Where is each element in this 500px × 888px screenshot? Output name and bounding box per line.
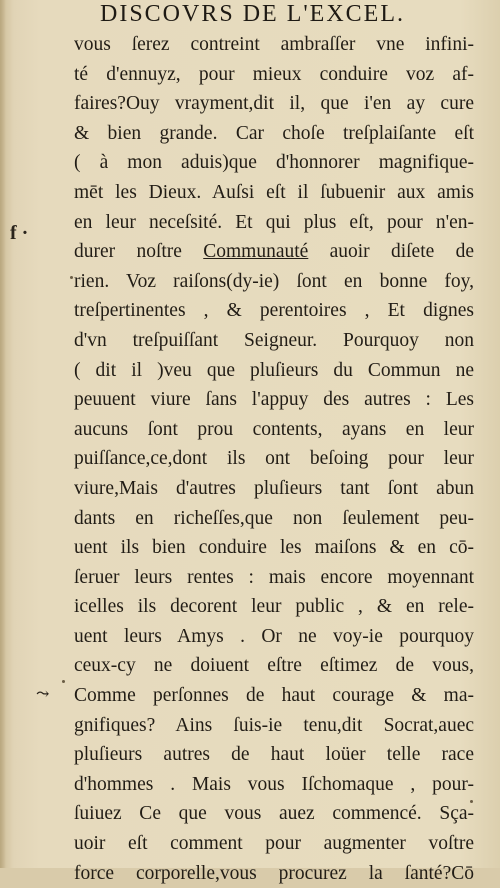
text-line: d'vn treſpuiſſant Seigneur. Pourquoy non: [74, 329, 474, 351]
underlined-word: Communauté: [203, 241, 309, 263]
text-line: & bien grande. Car choſe treſplaiſante eſt: [74, 122, 474, 144]
text-line: aucuns ſont prou contents, ayans en leur: [74, 418, 474, 440]
text-line: té d'ennuyz, pour mieux conduire voz af-: [74, 63, 474, 85]
text-fragment: auoir diſete de: [308, 241, 474, 263]
margin-annotation: f ·: [10, 222, 29, 244]
ink-speck: [70, 276, 73, 279]
text-line: [74, 237, 474, 267]
text-line: peuuent viure ſans l'appuy des autres : Les: [74, 389, 474, 411]
text-line: ſuiuez Ce que vous auez commencé. Sça-: [74, 803, 474, 825]
text-line: viure,Mais d'autres pluſieurs tant ſont abun: [74, 477, 474, 499]
running-head: DISCOVRS DE L'EXCEL.: [100, 1, 405, 27]
ink-speck: [62, 680, 65, 683]
text-line: pluſieurs autres de haut loüer telle race: [74, 744, 474, 766]
text-line: rien. Voz raiſons(dy-ie) ſont en bonne foy,: [74, 270, 474, 292]
text-line: ( dit il )veu que pluſieurs du Commun ne: [74, 359, 474, 381]
text-line: Comme perſonnes de haut courage & ma-: [74, 685, 474, 707]
text-line: ( à mon aduis)que d'honnorer magnifique-: [74, 152, 474, 174]
text-line: uent leurs Amys . Or ne voy-ie pourquoy: [74, 625, 474, 647]
text-line: vous ſerez contreint ambraſſer vne infini-: [74, 34, 474, 55]
text-line: puiſſance,ce,dont ils ont beſoing pour leur: [74, 448, 474, 470]
text-line: treſpertinentes , & perentoires , Et dignes: [74, 300, 474, 322]
text-line: force corporelle,vous procurez la ſanté?Cō: [74, 862, 474, 884]
text-line: icelles ils decorent leur public , & en rele-: [74, 596, 474, 618]
text-line: d'hommes . Mais vous Iſchomaque , pour-: [74, 773, 474, 795]
text-line: dants en richeſſes,que non ſeulement peu-: [74, 507, 474, 529]
text-fragment: durer noſtre: [74, 241, 204, 263]
text-line: en leur neceſsité. Et qui plus eſt, pour n'en-: [74, 211, 474, 233]
text-line: uent ils bien conduire les maiſons & en cō-: [74, 537, 474, 559]
body-text: [74, 30, 474, 888]
text-line: mēt les Dieux. Auſsi eſt il ſubuenir aux amis: [74, 181, 474, 203]
text-line: ſeruer leurs rentes : mais encore moyennant: [74, 566, 474, 588]
text-line: faires?Ouy vrayment,dit il, que i'en ay cure: [74, 93, 474, 115]
margin-hand-mark: ⤳: [36, 686, 50, 703]
text-line: ceux-cy ne doiuent eſtre eſtimez de vous,: [74, 655, 474, 677]
gutter-shadow: [0, 0, 6, 868]
text-line: uoir eſt comment pour augmenter voſtre: [74, 833, 474, 855]
text-line: gnifiques? Ains ſuis-ie tenu,dit Socrat,auec: [74, 714, 474, 736]
